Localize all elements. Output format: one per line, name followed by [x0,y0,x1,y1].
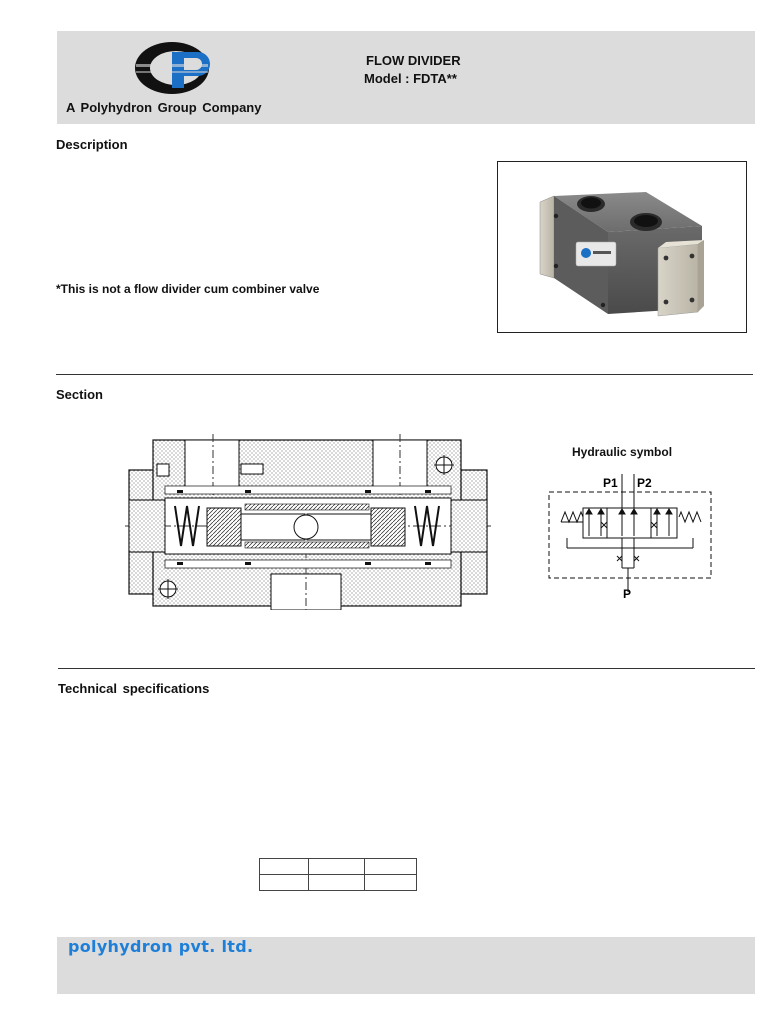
table-cell [365,859,417,875]
flow-divider-product-photo [498,162,746,332]
table-cell [365,875,417,891]
page-title: FLOW DIVIDER [366,53,461,68]
port-p2-label: P2 [637,476,652,490]
port-p-label: P [623,587,632,601]
table-row [260,875,417,891]
port-p1-label: P1 [603,476,618,490]
valve-section-drawing [125,434,491,610]
table-cell [309,875,365,891]
product-photo-frame [497,161,747,333]
technical-divider [58,668,755,669]
footer-brand: polyhydron pvt. ltd. [68,937,254,956]
description-note: *This is not a flow divider cum combiner valve [56,282,320,296]
description-heading: Description [56,137,128,152]
table-cell [309,859,365,875]
table-row [260,859,417,875]
table-cell [260,859,309,875]
technical-heading: Technical specifications [58,681,210,696]
table-cell [260,875,309,891]
section-heading: Section [56,387,103,402]
company-tagline: A Polyhydron Group Company [66,100,262,115]
hydraulic-symbol-title: Hydraulic symbol [572,445,673,459]
hydraulic-symbol-diagram [545,474,715,604]
model-label: Model : FDTA** [364,71,457,86]
polyhydron-logo-icon [132,40,218,96]
spec-table [259,858,417,891]
section-divider [56,374,753,375]
